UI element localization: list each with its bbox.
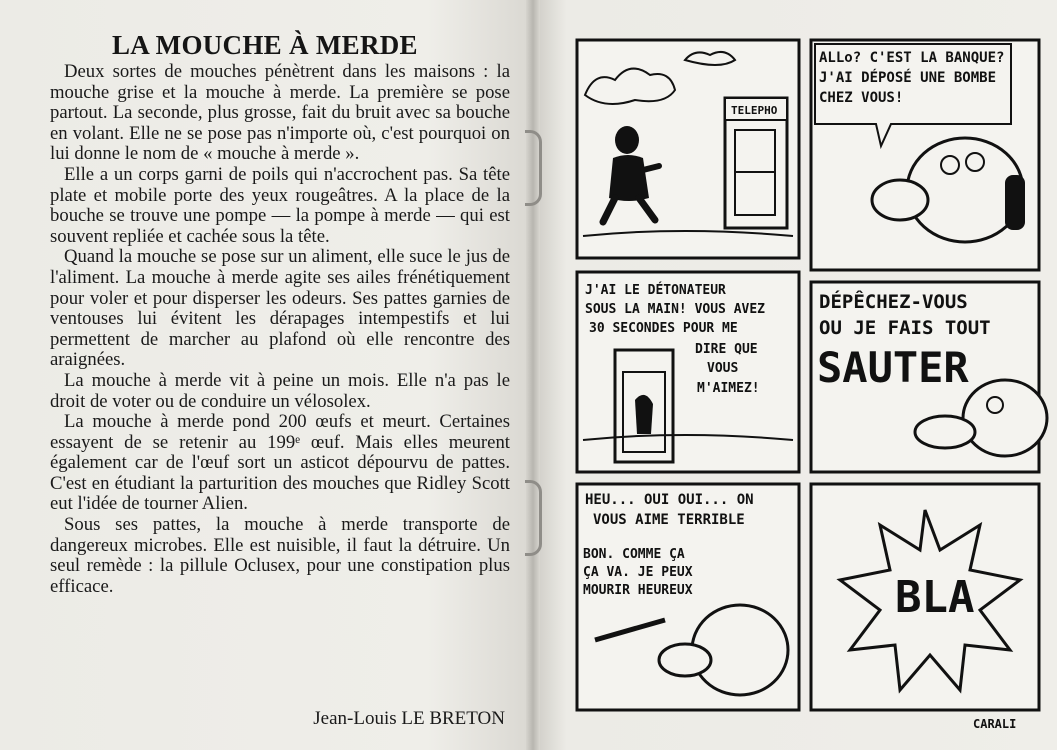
speech-text: DÉPÊCHEZ-VOUS OU JE FAIS TOUT [819,291,991,339]
speech-text: BON. COMME ÇA ÇA VA. JE PEUX MOURIR HEUREUX [583,547,693,598]
article-paragraph: Quand la mouche se pose sur un aliment, elle suce le jus de l'aliment. La mouche à merde agite ses ailes frénétiquement pour voler et pour disperser les odeurs. Ses pattes garnies de ventouses lui évitent les dérapages intempestifs et lui permettent de marcher au plafond où elle rencontre des araignées. [50,246,510,371]
artist-signature: CARALI [973,717,1017,731]
booth-sign: TELEPHO [731,104,778,117]
article-paragraph: Elle a un corps garni de poils qui n'accrochent pas. Sa tête plate et mobile porte des yeux rougeâtres. A la place de la bouche se trouve une pompe — la pompe à merde — qui est souvent repliée et cachée sous la tête. [50,163,510,247]
comic-panel-6 [811,484,1039,710]
article-title: LA MOUCHE À MERDE [112,30,418,60]
article-author: Jean-Louis LE BRETON [313,708,505,729]
speech-text: HEU... OUI OUI... ON VOUS AIME TERRIBLE [585,492,754,528]
speech-text: ALLo? C'EST LA BANQUE? J'AI DÉPOSÉ UNE BOMBE CHEZ VOUS! [819,50,1005,106]
article-paragraph: La mouche à merde vit à peine un mois. Elle n'a pas le droit de voter ou de conduire un vélosolex. [50,369,510,412]
shout-text: SAUTER [817,343,969,392]
article-body [50,62,510,597]
article-paragraph: Sous ses pattes, la mouche à merde transporte de dangereux microbes. Elle est nuisible, il faut la détruire. Un seul remède : la pillule Oclusex, pour une constipation plus efficace. [50,514,510,597]
article-paragraph: Deux sortes de mouches pénètrent dans les maisons : la mouche grise et la mouche à merde. La première se pose partout. La seconde, plus grosse, fait du bruit avec sa bouche en volant. Elle ne se pose pas n'importe où, c'est pourquoi on lui donne le nom de « mouche à merde ». [50,61,510,165]
speech-text: J'AI LE DÉTONATEUR SOUS LA MAIN! VOUS AVEZ 30 SECONDES POUR ME DIRE QUE VOUS M'AIMEZ! [585,283,766,396]
comic-panel-5 [577,484,799,710]
article-paragraph: La mouche à merde pond 200 œufs et meurt. Certaines essayent de se retenir au 199ᵉ œuf. Mais elles meurent également car de l'œuf sort un asticot dépourvu de pattes. C'est en étudiant la parturition des mouches que Ridley Scott eut l'idée de tourner Alien. [50,411,510,515]
comic-panel-1 [577,40,799,258]
explosion-sfx: BLA [895,572,975,623]
comic-panel-2 [811,40,1039,270]
phone-booth [615,350,673,462]
comic-panel-4 [811,282,1047,472]
comic-strip [535,0,1057,750]
comic-panel-3 [577,272,799,472]
